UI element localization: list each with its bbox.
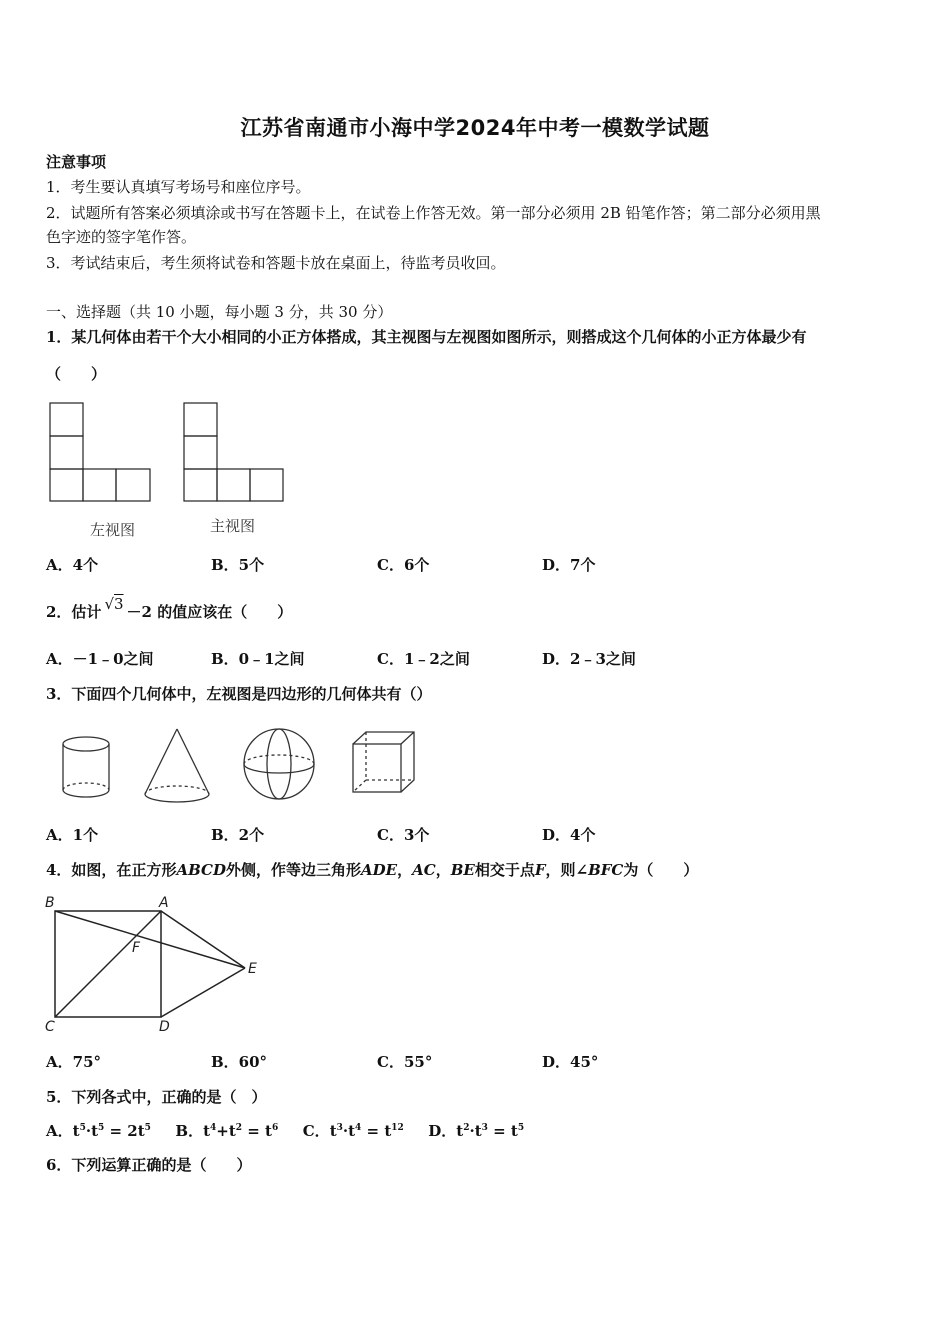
point-label-b: B xyxy=(45,895,55,911)
left-view-cube xyxy=(83,469,116,501)
q2-prefix: 2．估计 xyxy=(46,603,102,621)
q4-text-part: ，则∠ xyxy=(545,861,589,879)
q5-option-a[interactable] xyxy=(46,1122,151,1140)
exponent: 4 xyxy=(210,1123,217,1133)
q2-option-c[interactable]: C．1﹣2之间 xyxy=(377,650,470,668)
q1-paren: （ ） xyxy=(46,365,107,383)
point-label-d: D xyxy=(159,1019,170,1035)
q3-solids-figure xyxy=(50,722,430,810)
q5-option-d[interactable] xyxy=(428,1122,524,1140)
q1-option-a[interactable]: A．4个 xyxy=(46,556,99,574)
q4-text xyxy=(46,860,698,880)
section-heading: 一、选择题（共 10 小题，每小题 3 分，共 30 分） xyxy=(46,303,393,321)
term: = 2t xyxy=(104,1122,145,1140)
q1-views-figure xyxy=(44,398,294,543)
q4-option-a[interactable]: A．75° xyxy=(46,1053,102,1071)
q3-option-a[interactable]: A．1个 xyxy=(46,826,99,844)
sqrt-radicand: 3 xyxy=(114,595,124,613)
notice-item-3: 3．考试结束后，考生须将试卷和答题卡放在桌面上，待监考员收回。 xyxy=(46,254,506,272)
segment-be xyxy=(55,911,245,968)
q3-option-c[interactable]: C．3个 xyxy=(377,826,430,844)
term: = t xyxy=(487,1122,518,1140)
point-label-e: E xyxy=(248,961,257,977)
notice-heading: 注意事项 xyxy=(46,153,107,171)
main-view-cube xyxy=(184,436,217,469)
cube-shape xyxy=(353,732,414,792)
term: ·t xyxy=(469,1122,482,1140)
term: ·t xyxy=(85,1122,98,1140)
q4-var: ADE xyxy=(361,861,398,879)
segment-ae xyxy=(161,911,245,968)
q4-text-part: 4．如图，在正方形 xyxy=(46,861,177,879)
exponent: 3 xyxy=(336,1123,343,1133)
main-view-cube xyxy=(217,469,250,501)
notice-item-2: 2．试题所有答案必须填涂或书写在答题卡上，在试卷上作答无效。第一部分必须用 2B 铅笔作答；第二部分必须用黑 xyxy=(46,204,821,222)
q4-text-part: 为（ ） xyxy=(623,861,699,879)
q4-var: BFC xyxy=(588,861,624,879)
q2-option-b[interactable]: B．0﹣1之间 xyxy=(211,650,305,668)
exponent: 6 xyxy=(272,1123,279,1133)
segment-de xyxy=(161,968,245,1017)
q4-text-part: ， xyxy=(397,861,413,879)
left-view-cube xyxy=(50,436,83,469)
q6-text: 6．下列运算正确的是（ ） xyxy=(46,1156,252,1174)
q2-suffix: －2 的值应该在（ ） xyxy=(126,603,293,621)
option-label: B． xyxy=(175,1122,204,1140)
q2-option-d[interactable]: D．2﹣3之间 xyxy=(542,650,636,668)
q4-var: ABCD xyxy=(176,861,226,879)
left-view-cube xyxy=(50,403,83,436)
q5-options xyxy=(46,1121,524,1141)
point-label-f: F xyxy=(132,940,141,956)
q1-text: 1．某几何体由若干个大小相同的小正方体搭成，其主视图与左视图如图所示，则搭成这个几何体的小正方体最少有 xyxy=(46,328,807,346)
main-view-label: 主视图 xyxy=(210,517,256,535)
sphere-shape xyxy=(244,729,314,799)
q4-text-part: ， xyxy=(435,861,451,879)
exponent: 4 xyxy=(355,1123,362,1133)
main-view-cube xyxy=(184,469,217,501)
exponent: 5 xyxy=(517,1123,525,1133)
term: t xyxy=(203,1122,211,1140)
exponent: 2 xyxy=(463,1123,470,1133)
exponent: 12 xyxy=(391,1123,404,1133)
term: = t xyxy=(242,1122,272,1140)
q1-option-b[interactable]: B．5个 xyxy=(211,556,265,574)
q1-option-c[interactable]: C．6个 xyxy=(377,556,430,574)
option-label: C． xyxy=(302,1122,330,1140)
q1-option-d[interactable]: D．7个 xyxy=(542,556,596,574)
cone-shape xyxy=(145,729,209,802)
q4-text-part: 相交于点 xyxy=(474,861,535,879)
q4-text-part: 外侧，作等边三角形 xyxy=(226,861,362,879)
left-view-cube xyxy=(116,469,150,501)
notice-item-2-cont: 色字迹的签字笔作答。 xyxy=(46,228,197,246)
exponent: 2 xyxy=(235,1123,243,1133)
point-label-c: C xyxy=(45,1019,55,1035)
exponent: 5 xyxy=(79,1123,86,1133)
main-view-cube xyxy=(250,469,283,501)
term: t xyxy=(456,1122,464,1140)
q5-option-b[interactable] xyxy=(175,1122,278,1140)
q3-option-d[interactable]: D．4个 xyxy=(542,826,596,844)
cylinder-shape xyxy=(63,737,109,797)
q4-var: AC xyxy=(412,861,436,879)
q4-square-triangle-figure xyxy=(40,892,270,1040)
q4-option-b[interactable]: B．60° xyxy=(211,1053,268,1071)
term: t xyxy=(72,1122,80,1140)
point-label-a: A xyxy=(159,895,169,911)
term: ·t xyxy=(342,1122,356,1140)
left-view-cube xyxy=(50,469,83,501)
term: +t xyxy=(216,1122,236,1140)
q3-text: 3．下面四个几何体中，左视图是四边形的几何体共有（） xyxy=(46,685,432,703)
option-label: A． xyxy=(46,1122,73,1140)
q4-option-d[interactable]: D．45° xyxy=(542,1053,599,1071)
exponent: 5 xyxy=(98,1123,105,1133)
term: = t xyxy=(361,1122,392,1140)
main-view-cube xyxy=(184,403,217,436)
q5-option-c[interactable] xyxy=(303,1122,404,1140)
q5-text: 5．下列各式中，正确的是（ ） xyxy=(46,1088,267,1106)
q4-var: F xyxy=(534,861,546,879)
exponent: 3 xyxy=(481,1123,488,1133)
q2-text xyxy=(46,595,293,622)
option-label: D． xyxy=(428,1122,457,1140)
notice-item-1: 1．考生要认真填写考场号和座位序号。 xyxy=(46,178,311,196)
term: t xyxy=(329,1122,337,1140)
q3-option-b[interactable]: B．2个 xyxy=(211,826,265,844)
exponent: 5 xyxy=(144,1123,151,1133)
q4-var: BE xyxy=(450,861,475,879)
q4-option-c[interactable]: C．55° xyxy=(377,1053,433,1071)
page-title: 江苏省南通市小海中学2024年中考一模数学试题 xyxy=(240,116,710,140)
left-view-label: 左视图 xyxy=(90,521,136,539)
q2-option-a[interactable]: A．－1﹣0之间 xyxy=(46,650,154,668)
sqrt-expression: √3 xyxy=(104,595,124,613)
